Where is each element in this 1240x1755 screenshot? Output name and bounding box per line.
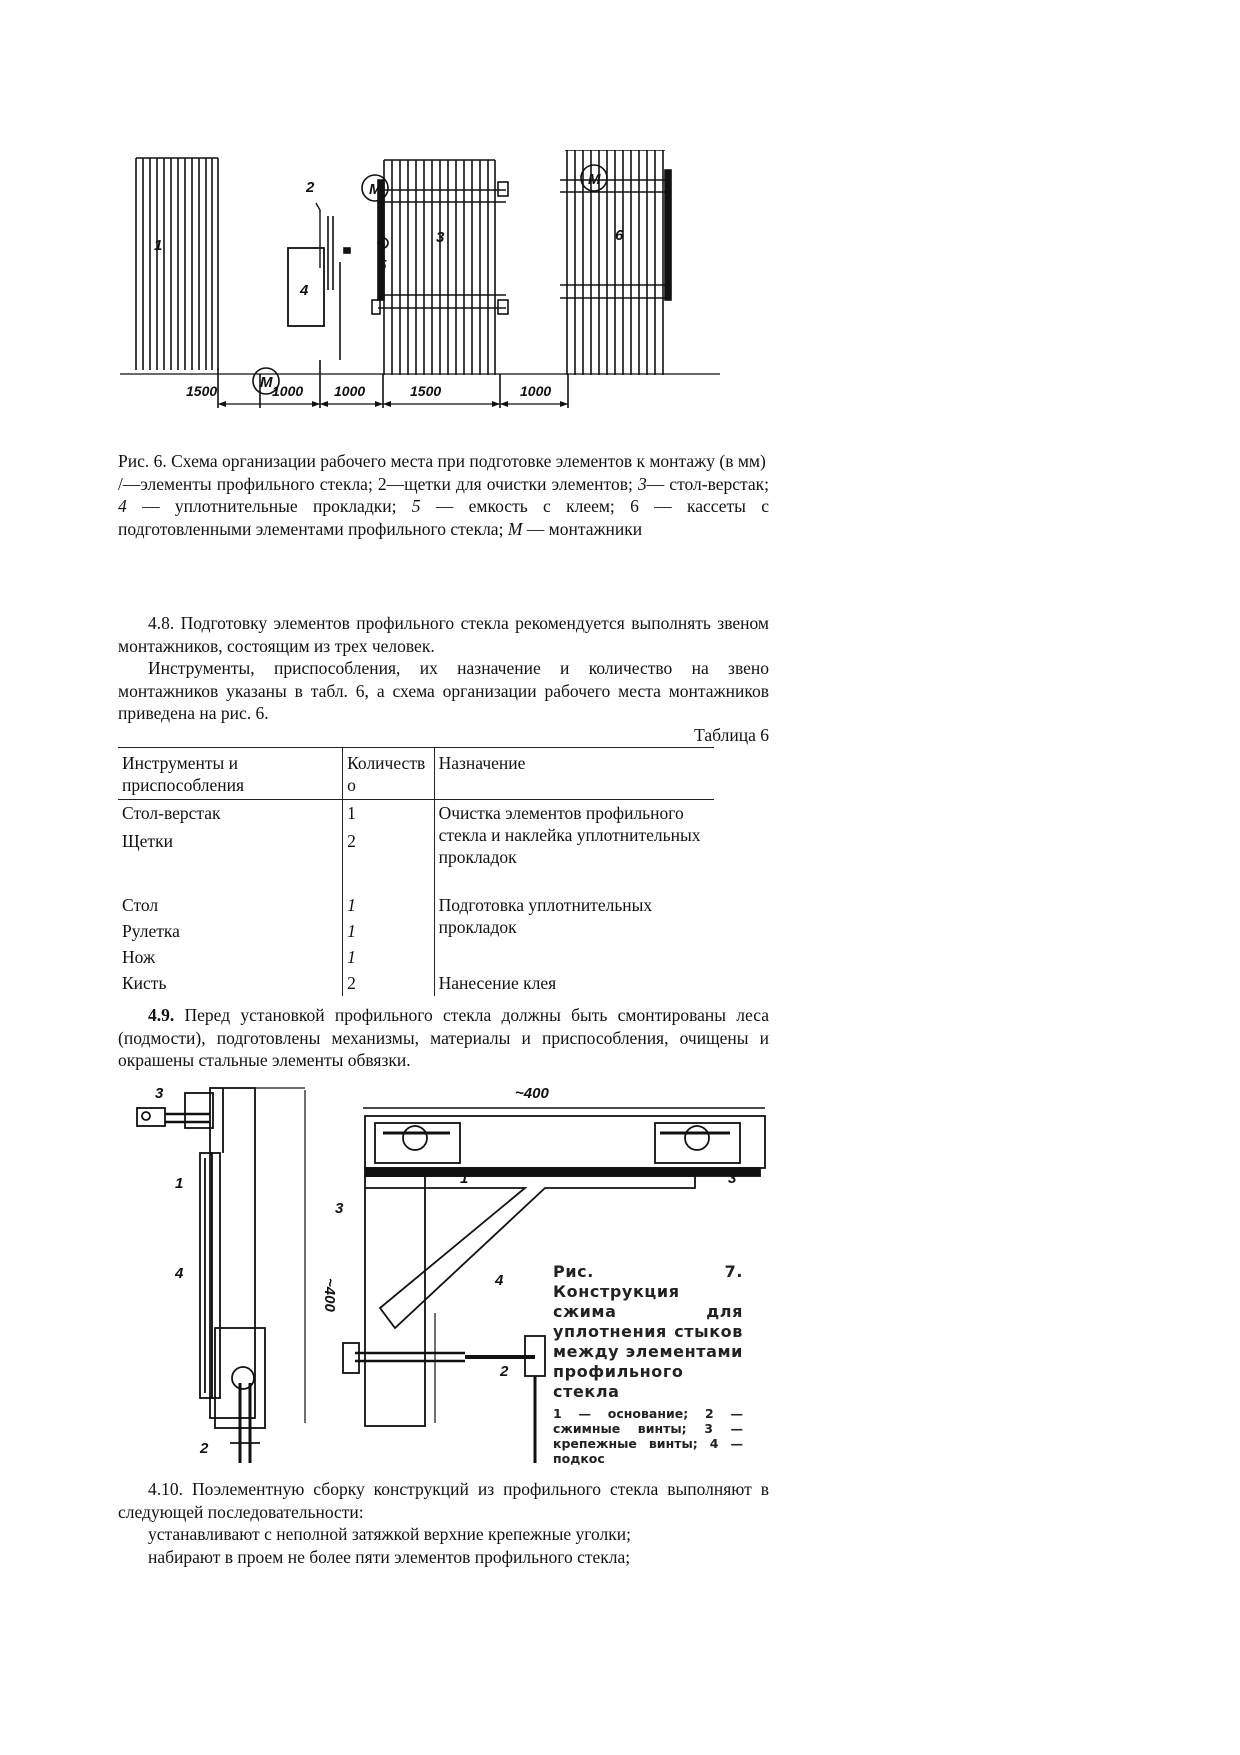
fig6-dim-1000: 1000 xyxy=(272,383,304,399)
fig7-label-1: 1 xyxy=(175,1175,184,1192)
table-row: Нож 1 xyxy=(118,944,714,970)
fig6-label-4: 4 xyxy=(300,282,309,299)
fig7-label-3: 3 xyxy=(335,1200,344,1217)
fig6-label-3: 3 xyxy=(436,229,445,246)
fig6-worker-label: М xyxy=(588,171,601,188)
step-1: устанавливают с неполной затяжкой верхние крепежные уголки; xyxy=(148,1524,631,1544)
cassette-6 xyxy=(560,150,671,375)
table-header: Назначение xyxy=(434,748,714,800)
table-row: Стол-верстак 1 Очистка элементов профильного стекла и наклейка уплотнительных прокладок xyxy=(118,800,714,829)
fig7-dim-top: ~400 xyxy=(515,1085,549,1102)
fig6-dim-1500: 1500 xyxy=(410,383,442,399)
fig7-label-1: 1 xyxy=(460,1170,469,1187)
fig7-label-4: 4 xyxy=(175,1265,184,1282)
table-row: Кисть 2 Нанесение клея xyxy=(118,970,714,996)
fig6-worker-label: М xyxy=(260,374,273,391)
figure-6-legend: /—элементы профильного стекла; 2—щетки для очистки элементов; 3— стол-верстак; 4 — уплотнительные прокладки; 5 — емкость с клеем; 6 — кассеты с подготовленными элементами профильного стекла; М — монтажники xyxy=(118,473,770,539)
fig6-label-6: 6 xyxy=(615,227,624,244)
paragraph-4-9: 4.9. Перед установкой профильного стекла должны быть смонтированы леса (подмости), подготовлены механизмы, материалы и приспособления, очищены и окрашены стальные элементы обвязки. xyxy=(118,1005,769,1070)
fig6-worker-label: М xyxy=(369,181,382,198)
fig7-label-2: 2 xyxy=(200,1440,209,1457)
glass-stack-1 xyxy=(136,158,218,370)
workbench-3 xyxy=(372,160,508,375)
figure-6 xyxy=(120,150,770,440)
paragraph-tools: Инструменты, приспособления, их назначение и количество на звено монтажников указаны в табл. 6, а схема организации рабочего места монтажников приведена на рис. 6. xyxy=(118,658,769,723)
fig6-label-1: 1 xyxy=(154,237,163,254)
table-header: Количество xyxy=(343,748,434,800)
paragraph-4-8: 4.8. Подготовку элементов профильного стекла рекомендуется выполнять звеном монтажников, состоящим из трех человек. xyxy=(118,613,769,656)
fig7-label-2: 2 xyxy=(500,1363,509,1380)
table-6-title: Таблица 6 xyxy=(694,725,769,745)
table-6 xyxy=(118,747,714,996)
fig7-label-3: 3 xyxy=(155,1085,164,1102)
fig7-dim-side: ~400 xyxy=(321,1278,338,1312)
table-header: Инструменты и приспособления xyxy=(118,748,343,800)
table-row: Стол 1 Подготовка уплотнительных прокладок xyxy=(118,892,714,918)
table-row: Рулетка 1 xyxy=(118,918,714,944)
fig6-dim-1000: 1000 xyxy=(334,383,366,399)
fig6-dim-1500: 1500 xyxy=(186,383,218,399)
fig6-label-2: 2 xyxy=(306,179,315,196)
figure-6-caption xyxy=(118,450,769,540)
table-row: Щетки 2 xyxy=(118,828,714,892)
figure-7-title: Рис. 7. Конструкция сжима для уплотнения стыков между элементами профильного стекла xyxy=(553,1262,743,1401)
paragraph-4-10: 4.10. Поэлементную сборку конструкций из профильного стекла выполняют в следующей последовательности: xyxy=(118,1479,769,1522)
fig7-label-4: 4 xyxy=(495,1272,504,1289)
figure-7-caption xyxy=(553,1262,743,1466)
fig6-label-5: 5 xyxy=(378,257,387,274)
figure-7-legend: 1 — основание; 2 — сжимные винты; 3 — крепежные винты; 4 — подкос xyxy=(553,1406,743,1466)
fig7-label-3: 3 xyxy=(728,1170,737,1187)
step-2: набирают в проем не более пяти элементов профильного стекла; xyxy=(148,1547,631,1567)
fig6-dim-1000: 1000 xyxy=(520,383,552,399)
figure-6-drawing xyxy=(120,150,770,440)
figure-6-title: Рис. 6. Схема организации рабочего места при подготовке элементов к монтажу (в мм) xyxy=(118,451,766,471)
